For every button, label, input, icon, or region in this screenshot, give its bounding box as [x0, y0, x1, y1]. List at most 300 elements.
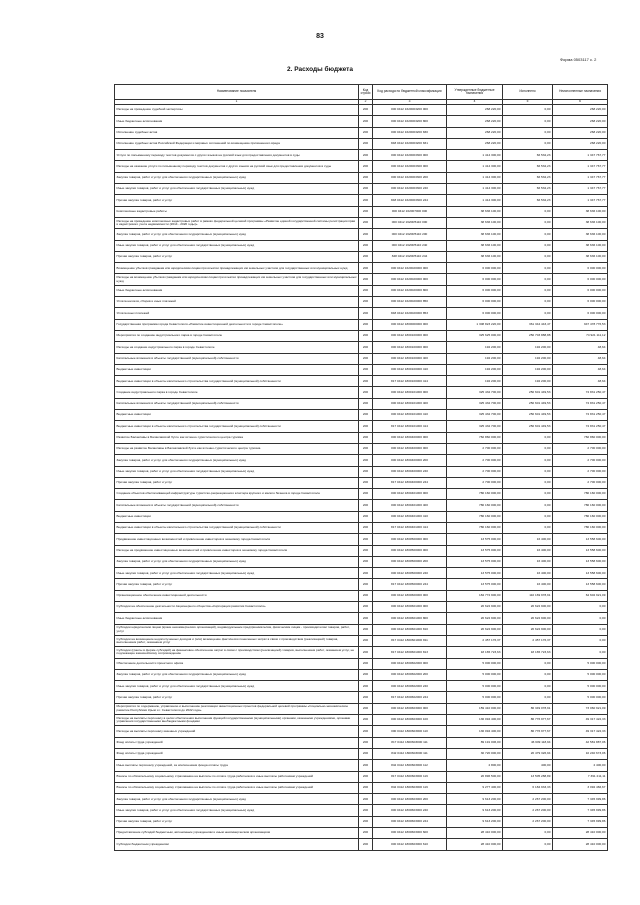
table-row — [115, 500, 608, 511]
table-row — [115, 455, 608, 466]
row-indicator-name: Иные закупки товаров, работ и услуг для обеспечения государственных (муниципальных) нужд — [115, 805, 359, 816]
row-indicator-name: Бюджетные инвестиции — [115, 364, 359, 375]
row-executed: 110 169 978,91 — [503, 590, 553, 601]
row-approved: 28 410 000,00 — [447, 839, 503, 850]
row-indicator-name: Уплата иных платежей — [115, 308, 359, 319]
row-executed: 2 267 200,00 — [503, 805, 553, 816]
row-approved: 325 625 000,00 — [447, 330, 503, 341]
row-line-code: 200 — [359, 364, 373, 375]
row-line-code: 200 — [359, 353, 373, 364]
table-row — [115, 184, 608, 195]
column-number: 4 — [447, 100, 503, 105]
row-classification-code: 000 0412 1800500000 000 — [373, 534, 447, 545]
row-approved: 6 000 000,00 — [447, 263, 503, 274]
row-executed: 250 601 449,53 — [503, 387, 553, 398]
row-executed: 250 601 449,53 — [503, 398, 553, 409]
row-approved: 6 000 000,00 — [447, 285, 503, 296]
row-indicator-name: Комплексные кадастровые работы — [115, 206, 359, 217]
row-line-code: 200 — [359, 489, 373, 500]
row-classification-code: 000 0412 1800101000 000 — [373, 387, 447, 398]
row-classification-code: 000 0412 1620R5110 240 — [373, 240, 447, 251]
row-unexecuted: 6 000 000,00 — [553, 263, 608, 274]
row-unexecuted: 38 636 100,00 — [553, 229, 608, 240]
row-line-code: 200 — [359, 715, 373, 726]
row-executed: 86 776 977,67 — [503, 715, 553, 726]
table-row — [115, 681, 608, 692]
row-approved: 1 414 300,00 — [447, 150, 503, 161]
row-approved: 13 575 000,00 — [447, 579, 503, 590]
table-row — [115, 816, 608, 827]
row-indicator-name: Взносы по обязательному социальному страхованию на выплаты по оплате труда работников и иные выплаты работникам учреждений — [115, 782, 359, 793]
row-executed: 0,00 — [503, 489, 553, 500]
row-classification-code: 000 0412 1620003200 800 — [373, 116, 447, 127]
row-approved: 268 220,00 — [447, 138, 503, 149]
table-row — [115, 466, 608, 477]
row-line-code: 200 — [359, 805, 373, 816]
row-indicator-name: Закупка товаров, работ и услуг для обеспечения государственных (муниципальных) нужд — [115, 172, 359, 183]
row-approved: 13 575 000,00 — [447, 568, 503, 579]
row-unexecuted: 74 831 250,47 — [553, 421, 608, 432]
row-classification-code: 000 0412 1800401000 400 — [373, 500, 447, 511]
row-classification-code: 817 0412 1800500000 244 — [373, 579, 447, 590]
row-approved: 6 000 000,00 — [447, 274, 503, 285]
table-row — [115, 263, 608, 274]
row-approved: 192 200,00 — [447, 342, 503, 353]
row-indicator-name: Взносы по обязательному социальному страхованию на выплаты по оплате труда работников и иные выплаты работникам учреждений — [115, 771, 359, 782]
row-unexecuted: 28 410 000,00 — [553, 828, 608, 839]
row-indicator-name: Расходы на создание индустриального парка в городе Севастополе — [115, 342, 359, 353]
column-number: 1 — [115, 100, 359, 105]
row-line-code: 200 — [359, 647, 373, 658]
row-unexecuted: 49 317 422,33 — [553, 715, 608, 726]
row-line-code: 200 — [359, 534, 373, 545]
row-indicator-name: Бюджетные инвестиции в объекты капитального строительства государственной (муниципальной) собственности — [115, 421, 359, 432]
row-approved: 2 700 000,00 — [447, 443, 503, 454]
row-executed: 0,00 — [503, 217, 553, 228]
row-line-code: 200 — [359, 703, 373, 714]
row-line-code: 200 — [359, 319, 373, 330]
table-row — [115, 161, 608, 172]
table-row — [115, 387, 608, 398]
row-classification-code: 000 0412 1620003300 000 — [373, 161, 447, 172]
row-classification-code: 000 0412 1620020000 850 — [373, 297, 447, 308]
table-row — [115, 217, 608, 228]
row-unexecuted: 268 220,00 — [553, 105, 608, 116]
row-indicator-name: Закупка товаров, работ и услуг для обеспечения государственных (муниципальных) нужд — [115, 669, 359, 680]
row-approved: 184 772 900,00 — [447, 590, 503, 601]
row-executed: 0,00 — [503, 839, 553, 850]
table-row — [115, 308, 608, 319]
row-classification-code: 000 0412 1800602000 000 — [373, 658, 447, 669]
row-unexecuted: 28 410 000,00 — [553, 839, 608, 850]
row-line-code: 200 — [359, 206, 373, 217]
row-unexecuted: 1 347 767,77 — [553, 184, 608, 195]
row-line-code: 200 — [359, 387, 373, 398]
row-unexecuted: 7 345 999,86 — [553, 816, 608, 827]
row-approved: 20 622 900,00 — [447, 624, 503, 635]
row-line-code: 200 — [359, 737, 373, 748]
row-approved: 1 414 300,00 — [447, 172, 503, 183]
row-executed: 0,00 — [503, 251, 553, 262]
row-classification-code: 848 0412 1620020000 853 — [373, 308, 447, 319]
table-row — [115, 443, 608, 454]
row-line-code: 200 — [359, 432, 373, 443]
row-indicator-name: Обеспечение деятельности проектного офиса — [115, 658, 359, 669]
row-approved: 9 613 200,00 — [447, 794, 503, 805]
row-executed: 20 622 900,00 — [503, 602, 553, 613]
row-line-code: 200 — [359, 839, 373, 850]
row-executed: 16 400,00 — [503, 534, 553, 545]
row-approved: 192 200,00 — [447, 376, 503, 387]
row-indicator-name: Иные бюджетные ассигнования — [115, 285, 359, 296]
row-approved: 1 414 300,00 — [447, 184, 503, 195]
row-line-code: 200 — [359, 669, 373, 680]
row-classification-code: 000 0412 1800600000 000 — [373, 590, 447, 601]
row-line-code: 200 — [359, 217, 373, 228]
row-approved: 192 200,00 — [447, 353, 503, 364]
row-indicator-name: Бюджетные инвестиции в объекты капитального строительства государственной (муниципальной) собственности — [115, 376, 359, 387]
row-indicator-name: Развитие Балаклавы в Балаклавской бухте как яхтенно-туристического центра туризма — [115, 432, 359, 443]
table-row — [115, 760, 608, 771]
row-line-code: 200 — [359, 285, 373, 296]
table-row — [115, 805, 608, 816]
table-row — [115, 330, 608, 341]
row-line-code: 200 — [359, 398, 373, 409]
row-indicator-name: Иные выплаты персоналу учреждений, за исключением фонда оплаты труда — [115, 760, 359, 771]
row-indicator-name: Капитальные вложения в объекты государственной (муниципальной) собственности — [115, 500, 359, 511]
row-classification-code: 817 0412 1800100000 414 — [373, 376, 447, 387]
table-row — [115, 240, 608, 251]
row-approved: 20 622 900,00 — [447, 613, 503, 624]
row-approved: 136 094 400,00 — [447, 726, 503, 737]
row-line-code: 200 — [359, 443, 373, 454]
row-unexecuted: 782 860 000,00 — [553, 432, 608, 443]
row-executed: 16 400,00 — [503, 579, 553, 590]
row-unexecuted: 1 347 767,77 — [553, 161, 608, 172]
table-header-row — [115, 85, 608, 100]
table-row — [115, 658, 608, 669]
row-classification-code: 000 0412 1800601000 000 — [373, 602, 447, 613]
row-unexecuted: 5 000 000,00 — [553, 681, 608, 692]
row-line-code: 200 — [359, 263, 373, 274]
row-classification-code: 000 0412 1800603000 110 — [373, 726, 447, 737]
row-unexecuted: 5 000 000,00 — [553, 658, 608, 669]
row-indicator-name: Прочая закупка товаров, работ и услуг — [115, 251, 359, 262]
table-row — [115, 647, 608, 658]
row-executed: 20 622 900,00 — [503, 624, 553, 635]
row-indicator-name: Субсидии юридическим лицам (кроме некоммерческих организаций), индивидуальным предпринимателям, физическим лицам - производителям товаров, работ, услуг — [115, 624, 359, 635]
row-line-code: 200 — [359, 421, 373, 432]
row-indicator-name: Капитальные вложения в объекты государственной (муниципальной) собственности — [115, 398, 359, 409]
row-line-code: 200 — [359, 602, 373, 613]
row-classification-code: 000 0412 1800500000 200 — [373, 556, 447, 567]
table-row — [115, 568, 608, 579]
row-approved: 38 636 100,00 — [447, 217, 503, 228]
row-approved: 38 636 100,00 — [447, 229, 503, 240]
row-line-code: 200 — [359, 500, 373, 511]
row-approved: 89 191 006,00 — [447, 737, 503, 748]
table-row — [115, 522, 608, 533]
row-classification-code: 000 0412 1800000000 000 — [373, 319, 447, 330]
row-line-code: 200 — [359, 466, 373, 477]
row-line-code: 200 — [359, 330, 373, 341]
row-indicator-name: Капитальные вложения в объекты государственной (муниципальной) собственности — [115, 353, 359, 364]
table-row — [115, 376, 608, 387]
row-classification-code: 000 0412 1800400000 240 — [373, 466, 447, 477]
row-line-code: 200 — [359, 816, 373, 827]
row-indicator-name: Государственная программа города Севастополя «Развитие инвестиционной деятельности в городе Севастополе» — [115, 319, 359, 330]
table-row — [115, 534, 608, 545]
row-unexecuted: 13 558 600,00 — [553, 579, 608, 590]
row-classification-code: 848 0412 1620R5110 244 — [373, 251, 447, 262]
row-indicator-name: Расходы на развитие Балаклавы в Балаклавской бухте как яхтенно-туристического центра туризма — [115, 443, 359, 454]
row-line-code: 200 — [359, 545, 373, 556]
table-row — [115, 692, 608, 703]
row-line-code: 200 — [359, 748, 373, 759]
row-classification-code: 848 0412 1620003200 831 — [373, 138, 447, 149]
row-unexecuted: 6 000 000,00 — [553, 308, 608, 319]
column-number: 6 — [553, 100, 608, 105]
row-classification-code: 000 0412 1800603000 610 — [373, 839, 447, 850]
row-line-code: 200 — [359, 274, 373, 285]
row-unexecuted: 0,00 — [553, 635, 608, 646]
row-approved: 325 432 700,00 — [447, 421, 503, 432]
row-executed: 66 532,23 — [503, 172, 553, 183]
row-executed: 0,00 — [503, 455, 553, 466]
row-approved: 268 220,00 — [447, 116, 503, 127]
row-indicator-name: Закупка товаров, работ и услуг для обеспечения государственных (муниципальных) нужд — [115, 455, 359, 466]
row-indicator-name: Субсидии на обеспечение деятельности Акционерного общества «Корпорация развития Севастополя» — [115, 602, 359, 613]
row-unexecuted: 13 558 600,00 — [553, 568, 608, 579]
row-approved: 2 457 176,37 — [447, 635, 503, 646]
row-classification-code: 000 0412 1620003300 240 — [373, 184, 447, 195]
row-classification-code: 000 0412 1800401000 000 — [373, 489, 447, 500]
header-unexecuted: Неисполненные назначения — [553, 85, 608, 100]
row-executed: 66 532,23 — [503, 184, 553, 195]
header-approved: Утвержденные бюджетные назначения — [447, 85, 503, 100]
table-row — [115, 285, 608, 296]
row-indicator-name: Расходы на продвижение инвестиционных возможностей и привлечение инвесторов в экономику города Севастополя — [115, 545, 359, 556]
table-row — [115, 613, 608, 624]
row-executed: 0,00 — [503, 116, 553, 127]
row-approved: 325 432 700,00 — [447, 387, 503, 398]
row-line-code: 200 — [359, 116, 373, 127]
row-indicator-name: Расходы на возмещение убытков гражданам или юридическим лицам при изъятии принадлежащих им земельных участков для государственных или муниципальных нужд — [115, 274, 359, 285]
row-classification-code: 000 0412 1800400000 000 — [373, 443, 447, 454]
row-classification-code: 000 0412 1620020000 000 — [373, 263, 447, 274]
row-classification-code: 817 0412 1800400000 244 — [373, 477, 447, 488]
row-line-code: 200 — [359, 184, 373, 195]
row-classification-code: 817 0412 1800101000 414 — [373, 421, 447, 432]
row-indicator-name: Закупка товаров, работ и услуг для обеспечения государственных (муниципальных) нужд — [115, 794, 359, 805]
row-unexecuted: 6 000 000,00 — [553, 285, 608, 296]
row-indicator-name: Возмещение убытков гражданам или юридическим лицам при изъятии принадлежащих им земельных участков для государственных или муниципальных нужд — [115, 263, 359, 274]
row-approved: 1 414 300,00 — [447, 195, 503, 206]
row-indicator-name: Бюджетные инвестиции — [115, 511, 359, 522]
table-row — [115, 364, 608, 375]
row-executed: 250 703 888,88 — [503, 330, 553, 341]
row-executed: 250 601 449,53 — [503, 421, 553, 432]
row-line-code: 200 — [359, 771, 373, 782]
row-executed: 0,00 — [503, 263, 553, 274]
row-unexecuted: 7 345 999,86 — [553, 794, 608, 805]
row-indicator-name: Мероприятия по содержанию, управлению и выполнению реализации инвестиционных проектов федеральной целевой программы «Социально-экономическое развитие Республики Крым и г. Севастополя до 2022 года» — [115, 703, 359, 714]
row-executed: 16 400,00 — [503, 568, 553, 579]
row-executed: 0,00 — [503, 297, 553, 308]
row-approved: 5 000 000,00 — [447, 681, 503, 692]
row-unexecuted: 38 636 100,00 — [553, 206, 608, 217]
row-unexecuted: 10 240 673,06 — [553, 748, 608, 759]
row-classification-code: 848 0412 1620003300 244 — [373, 195, 447, 206]
row-indicator-name: Иные закупки товаров, работ и услуг для обеспечения государственных (муниципальных) нужд — [115, 184, 359, 195]
row-approved: 780 160 000,00 — [447, 522, 503, 533]
row-indicator-name: Прочая закупка товаров, работ и услуг — [115, 816, 359, 827]
row-line-code: 200 — [359, 308, 373, 319]
row-approved: 268 220,00 — [447, 127, 503, 138]
column-number: 5 — [503, 100, 553, 105]
form-code: Форма 0503117 с. 2 — [560, 57, 597, 62]
row-approved: 28 410 000,00 — [447, 828, 503, 839]
row-unexecuted: 42 581 887,06 — [553, 737, 608, 748]
row-executed: 400,00 — [503, 760, 553, 771]
row-classification-code: 000 0412 1800603000 200 — [373, 794, 447, 805]
row-executed: 20 622 900,00 — [503, 613, 553, 624]
row-unexecuted: 49 317 422,33 — [553, 726, 608, 737]
row-line-code: 200 — [359, 511, 373, 522]
row-indicator-name: Субсидии бюджетным учреждениям — [115, 839, 359, 850]
row-approved: 38 636 100,00 — [447, 206, 503, 217]
row-classification-code: 000 0412 1800100000 000 — [373, 330, 447, 341]
row-approved: 38 636 100,00 — [447, 251, 503, 262]
row-classification-code: 000 0412 1800603000 240 — [373, 805, 447, 816]
row-unexecuted: 2 400,00 — [553, 760, 608, 771]
row-executed: 192 200,00 — [503, 364, 553, 375]
row-unexecuted: 0,00 — [553, 624, 608, 635]
row-executed: 0,00 — [503, 681, 553, 692]
row-classification-code: 000 0412 1800500000 240 — [373, 568, 447, 579]
row-approved: 5 000 000,00 — [447, 669, 503, 680]
row-classification-code: 000 0412 1620R5110 200 — [373, 229, 447, 240]
row-executed: 0,00 — [503, 432, 553, 443]
table-row — [115, 771, 608, 782]
row-unexecuted: 268 220,00 — [553, 116, 608, 127]
table-row — [115, 251, 608, 262]
column-number: 3 — [373, 100, 447, 105]
row-unexecuted: 2 700 000,00 — [553, 443, 608, 454]
row-unexecuted: 780 160 000,00 — [553, 500, 608, 511]
row-classification-code: 000 0412 1800603000 000 — [373, 703, 447, 714]
row-executed: 0,00 — [503, 105, 553, 116]
row-approved: 136 094 400,00 — [447, 715, 503, 726]
row-indicator-name: Организационное обеспечение инвестиционной деятельности — [115, 590, 359, 601]
row-line-code: 200 — [359, 692, 373, 703]
row-classification-code: 000 0412 1800601000 800 — [373, 613, 447, 624]
table-row — [115, 274, 608, 285]
row-executed: 0,00 — [503, 274, 553, 285]
row-classification-code: 000 0412 1800101000 410 — [373, 410, 447, 421]
row-unexecuted: 1 347 767,77 — [553, 150, 608, 161]
table-row — [115, 703, 608, 714]
row-approved: 2 700 000,00 — [447, 455, 503, 466]
table-row — [115, 172, 608, 183]
row-approved: 9 277 400,00 — [447, 782, 503, 793]
row-indicator-name: Иные закупки товаров, работ и услуг для обеспечения государственных (муниципальных) нужд — [115, 466, 359, 477]
table-row — [115, 421, 608, 432]
column-number: 2 — [359, 100, 373, 105]
row-approved: 780 160 000,00 — [447, 511, 503, 522]
row-line-code: 200 — [359, 251, 373, 262]
table-row — [115, 319, 608, 330]
row-executed: 0,00 — [503, 240, 553, 251]
row-unexecuted: 5 000 000,00 — [553, 692, 608, 703]
row-unexecuted: 780 160 000,00 — [553, 522, 608, 533]
table-row — [115, 398, 608, 409]
row-approved: 192 200,00 — [447, 364, 503, 375]
table-row — [115, 195, 608, 206]
row-executed: 0,00 — [503, 443, 553, 454]
table-row — [115, 477, 608, 488]
row-line-code: 200 — [359, 568, 373, 579]
row-unexecuted: 13 558 600,00 — [553, 534, 608, 545]
row-executed: 0,00 — [503, 692, 553, 703]
row-indicator-name: Иные закупки товаров, работ и услуг для обеспечения государственных (муниципальных) нужд — [115, 681, 359, 692]
row-unexecuted: 1 347 767,77 — [553, 195, 608, 206]
row-approved: 13 575 000,00 — [447, 534, 503, 545]
row-line-code: 200 — [359, 229, 373, 240]
row-unexecuted: 0,00 — [553, 602, 608, 613]
row-executed: 66 532,23 — [503, 150, 553, 161]
row-line-code: 200 — [359, 455, 373, 466]
table-row — [115, 748, 608, 759]
section-title: 2. Расходы бюджета — [287, 66, 353, 73]
row-indicator-name: Прочая закупка товаров, работ и услуг — [115, 692, 359, 703]
table-row — [115, 545, 608, 556]
row-indicator-name: Расходы на проведение судебной экспертизы — [115, 105, 359, 116]
row-classification-code: 000 0412 1620020000 000 — [373, 274, 447, 285]
row-indicator-name: Закупка товаров, работ и услуг для обеспечения государственных (муниципальных) нужд — [115, 556, 359, 567]
row-executed: 0,00 — [503, 828, 553, 839]
table-row — [115, 602, 608, 613]
table-row — [115, 511, 608, 522]
row-classification-code: 842 0412 1800603000 111 — [373, 748, 447, 759]
row-unexecuted: 74 831 250,47 — [553, 410, 608, 421]
row-classification-code: 817 0412 1800401000 414 — [373, 522, 447, 533]
row-unexecuted: 48,64 — [553, 376, 608, 387]
row-indicator-name: Создание объектов обеспечивающей инфраструктуры туристско-рекреационного кластера крупного и малого бизнеса в городе Севастополе — [115, 489, 359, 500]
row-unexecuted: 2 700 000,00 — [553, 477, 608, 488]
table-row — [115, 669, 608, 680]
row-line-code: 200 — [359, 579, 373, 590]
row-classification-code: 000 0412 1800603000 600 — [373, 828, 447, 839]
row-indicator-name: Иные закупки товаров, работ и услуг для обеспечения государственных (муниципальных) нужд — [115, 240, 359, 251]
row-classification-code: 000 0412 1620003200 830 — [373, 127, 447, 138]
row-executed: 66 532,23 — [503, 161, 553, 172]
row-indicator-name: Исполнение судебных актов Российской Федерации и мировых соглашений по возмещению причиненного вреда — [115, 138, 359, 149]
row-classification-code: 000 0412 1800100000 000 — [373, 342, 447, 353]
row-approved: 30 720 000,00 — [447, 748, 503, 759]
row-unexecuted: 74 831 250,47 — [553, 398, 608, 409]
row-classification-code: 817 0412 1800603000 119 — [373, 771, 447, 782]
row-executed: 361 344 443,47 — [503, 319, 553, 330]
row-line-code: 200 — [359, 681, 373, 692]
row-unexecuted: 0,00 — [553, 613, 608, 624]
row-unexecuted: 947 478 776,53 — [553, 319, 608, 330]
row-indicator-name: Субсидии на возмещение недополученных доходов и (или) возмещение фактически понесенных затрат в связи с производством (реализацией) товаров, выполнением работ, оказанием услуг — [115, 635, 359, 646]
row-unexecuted: 48,64 — [553, 342, 608, 353]
row-unexecuted: 3 092 466,67 — [553, 782, 608, 793]
row-executed: 0,00 — [503, 308, 553, 319]
row-executed: 0,00 — [503, 669, 553, 680]
